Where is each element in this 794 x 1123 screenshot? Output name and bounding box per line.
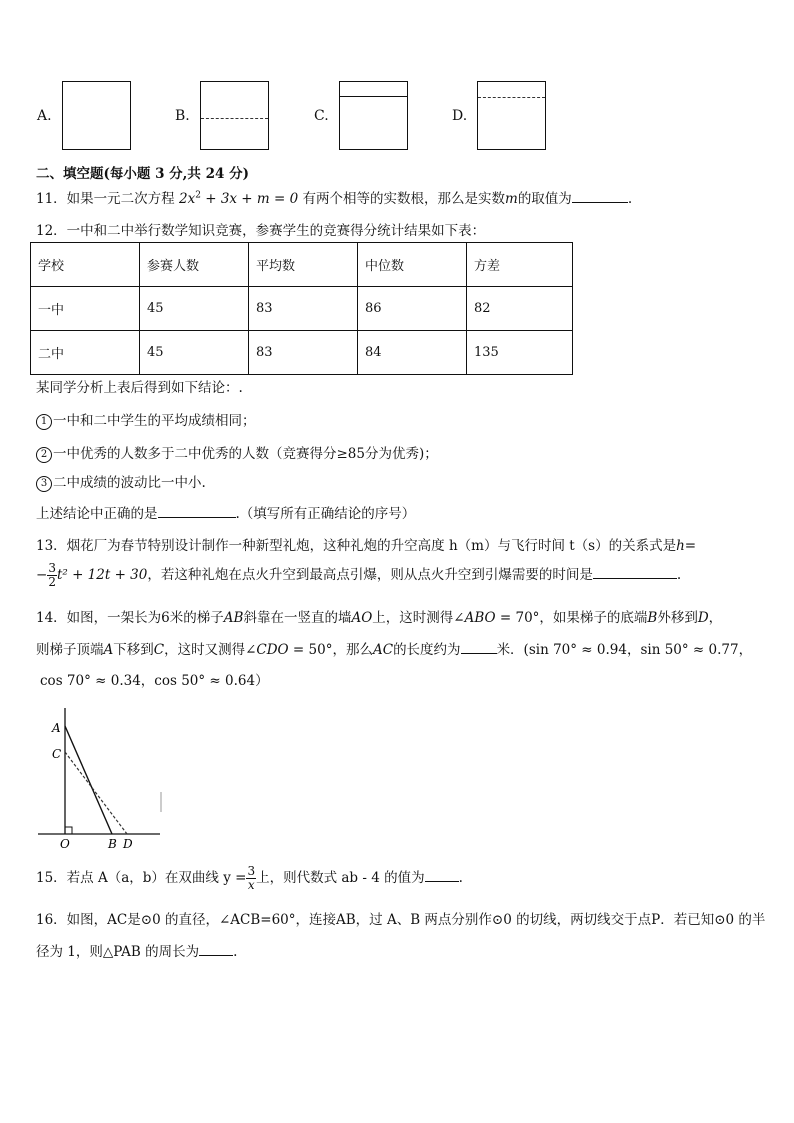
q11-eq-a: 2x xyxy=(178,191,196,207)
table-row xyxy=(31,287,573,331)
q16-line2 xyxy=(36,940,237,960)
q14-a: A xyxy=(103,642,114,658)
label-a: A xyxy=(52,721,61,735)
q14-text: ， xyxy=(708,610,723,626)
question-15 xyxy=(36,865,463,892)
q13-text: 13．烟花厂为春节特别设计制作一种新型礼炮，这种礼炮的升空高度 h（m）与飞行时间 t（s）的关系式是 xyxy=(36,538,677,554)
table-header-cell: 平均数 xyxy=(249,243,358,287)
table-cell: 45 xyxy=(140,287,249,331)
q14-text: 14．如图，一架长为6米的梯子 xyxy=(36,610,224,626)
q14-text: 外移到 xyxy=(657,610,698,626)
conclusion-text: 一中优秀的人数多于二中优秀的人数（竞赛得分≥85分为优秀)； xyxy=(53,446,438,462)
q14-ao: AO xyxy=(351,610,373,626)
option-b-dashed-line xyxy=(201,118,268,119)
table-cell: 83 xyxy=(249,331,358,375)
q15-frac-den: x xyxy=(247,878,255,892)
q11-var: m xyxy=(505,191,518,207)
q11-answer-blank[interactable] xyxy=(572,188,628,203)
label-b: B xyxy=(108,837,117,851)
table-cell: 45 xyxy=(140,331,249,375)
question-11 xyxy=(36,187,632,207)
q16-line1: 16．如图，AC是⊙0 的直径，∠ACB=60°，连接AB，过 A、B 两点分别作⊙0 的切线，两切线交于点P．若已知⊙0 的半 xyxy=(36,912,766,928)
q15-fraction xyxy=(246,865,256,892)
table-cell: 135 xyxy=(467,331,573,375)
q11-eq-rest: + 3x + m = 0 xyxy=(200,191,299,207)
q13-frac-den: 2 xyxy=(48,575,56,589)
q12-conclusion-1 xyxy=(36,409,256,430)
q12-answer xyxy=(36,502,415,522)
q12-answer-suffix: .（填写所有正确结论的序号） xyxy=(235,506,416,522)
q12-answer-blank[interactable] xyxy=(158,503,236,518)
q13-answer-blank[interactable] xyxy=(593,564,677,579)
q14-line1 xyxy=(36,606,722,626)
q14-text: = 70°，如果梯子的底端 xyxy=(495,610,648,626)
label-o: O xyxy=(60,837,70,851)
option-d-rectangle xyxy=(477,81,546,150)
table-header-cell: 方差 xyxy=(467,243,573,287)
q16-end: . xyxy=(233,944,238,960)
conclusion-text: 一中和二中学生的平均成绩相同； xyxy=(53,413,256,429)
table-row xyxy=(31,331,573,375)
option-c-solid-line xyxy=(340,96,407,97)
q14-text: 则梯子顶端 xyxy=(36,642,104,658)
q14-text: = 50°，那么 xyxy=(288,642,373,658)
q11-prefix: 11．如果一元二次方程 xyxy=(36,191,175,207)
q14-line3: cos 70° ≈ 0.34，cos 50° ≈ 0.64） xyxy=(40,673,269,689)
q14-text: 上，这时测得∠ xyxy=(372,610,465,626)
option-d-label: D. xyxy=(452,108,468,124)
q11-eq-exp: 2 xyxy=(195,190,201,201)
q14-cdo: CDO xyxy=(256,642,289,658)
q13-line1 xyxy=(36,534,696,554)
q14-d: D xyxy=(697,610,709,626)
q14-text: 斜靠在一竖直的墙 xyxy=(243,610,352,626)
option-c-label: C. xyxy=(314,108,329,124)
table-cell: 82 xyxy=(467,287,573,331)
table-cell: 84 xyxy=(358,331,467,375)
right-angle-mark xyxy=(65,827,72,834)
q15-frac-num: 3 xyxy=(247,864,256,878)
table-cell: 一中 xyxy=(31,287,140,331)
q13-end: . xyxy=(676,567,682,583)
q13-minus: − xyxy=(36,567,48,583)
table-cell: 二中 xyxy=(31,331,140,375)
q14-b: B xyxy=(647,610,658,626)
table-header-cell: 中位数 xyxy=(358,243,467,287)
q13-line2-text: ，若这种礼炮在点火升空到最高点引爆，则从点火升空到引爆需要的时间是 xyxy=(147,567,593,583)
q16-text: 径为 1，则△PAB 的周长为 xyxy=(36,944,200,960)
ladder-cd xyxy=(65,752,127,834)
circled-number: 3 xyxy=(36,476,52,492)
section-title: 二、填空题(每小题 3 分,共 24 分) xyxy=(36,166,249,182)
q12-intro: 12．一中和二中举行数学知识竞赛，参赛学生的竞赛得分统计结果如下表： xyxy=(36,223,486,239)
q16-answer-blank[interactable] xyxy=(199,941,233,956)
q14-text: 的长度约为 xyxy=(393,642,461,658)
q14-ac: AC xyxy=(372,642,394,658)
q14-line2: 则梯子顶端A下移到C，这时又测得∠CDO = 50°，那么AC的长度约为 米．(sin 70° ≈ 0.94，sin 50° ≈ 0.77， xyxy=(36,638,752,658)
circled-number: 2 xyxy=(36,447,52,463)
q12-analysis: 某同学分析上表后得到如下结论：. xyxy=(36,380,243,396)
q12-conclusion-2 xyxy=(36,442,438,463)
circled-number: 1 xyxy=(36,414,52,430)
option-a-rectangle xyxy=(62,81,131,150)
label-d: D xyxy=(123,837,133,851)
q14-text: 米．( xyxy=(496,642,529,658)
table-header-cell: 学校 xyxy=(31,243,140,287)
q13-frac-num: 3 xyxy=(48,561,56,575)
q13-rest: t² + 12t + 30 xyxy=(56,567,148,583)
q13-h-eq: h= xyxy=(676,538,697,554)
q11-suffix: 的取值为 xyxy=(517,191,572,207)
q13-fraction xyxy=(47,562,57,589)
q14-sin70: sin 70° ≈ 0.94 xyxy=(528,642,627,658)
ladder-figure xyxy=(30,700,170,860)
q12-answer-prefix: 上述结论中正确的是 xyxy=(36,506,158,522)
table-cell: 86 xyxy=(358,287,467,331)
table-header-row xyxy=(31,243,573,287)
option-d-dashed-line xyxy=(478,97,545,98)
option-a-label: A. xyxy=(37,108,52,124)
score-table xyxy=(30,242,573,375)
q15-answer-blank[interactable] xyxy=(425,867,459,882)
q14-text: 下移到 xyxy=(113,642,154,658)
q14-sin50: sin 50° ≈ 0.77 xyxy=(640,642,739,658)
conclusion-text: 二中成绩的波动比一中小. xyxy=(53,475,206,491)
q15-prefix: 15．若点 A（a，b）在双曲线 y = xyxy=(36,870,247,886)
q14-answer-blank[interactable] xyxy=(461,639,497,654)
table-cell: 83 xyxy=(249,287,358,331)
option-c-rectangle xyxy=(339,81,408,150)
option-b-rectangle xyxy=(200,81,269,150)
q11-mid: 有两个相等的实数根，那么是实数 xyxy=(302,191,505,207)
q13-line2 xyxy=(36,562,681,589)
q15-suffix: 上，则代数式 ab - 4 的值为 xyxy=(256,870,425,886)
table-header-cell: 参赛人数 xyxy=(140,243,249,287)
ladder-ab xyxy=(65,726,112,834)
q14-c: C xyxy=(153,642,165,658)
label-c: C xyxy=(52,747,62,761)
option-b-label: B. xyxy=(175,108,190,124)
q12-conclusion-3 xyxy=(36,471,206,492)
q14-abo: ABO xyxy=(464,610,496,626)
q11-end: . xyxy=(627,191,633,207)
q14-text: ，这时又测得∠ xyxy=(164,642,257,658)
q14-ab: AB xyxy=(223,610,244,626)
q15-end: . xyxy=(458,870,463,886)
